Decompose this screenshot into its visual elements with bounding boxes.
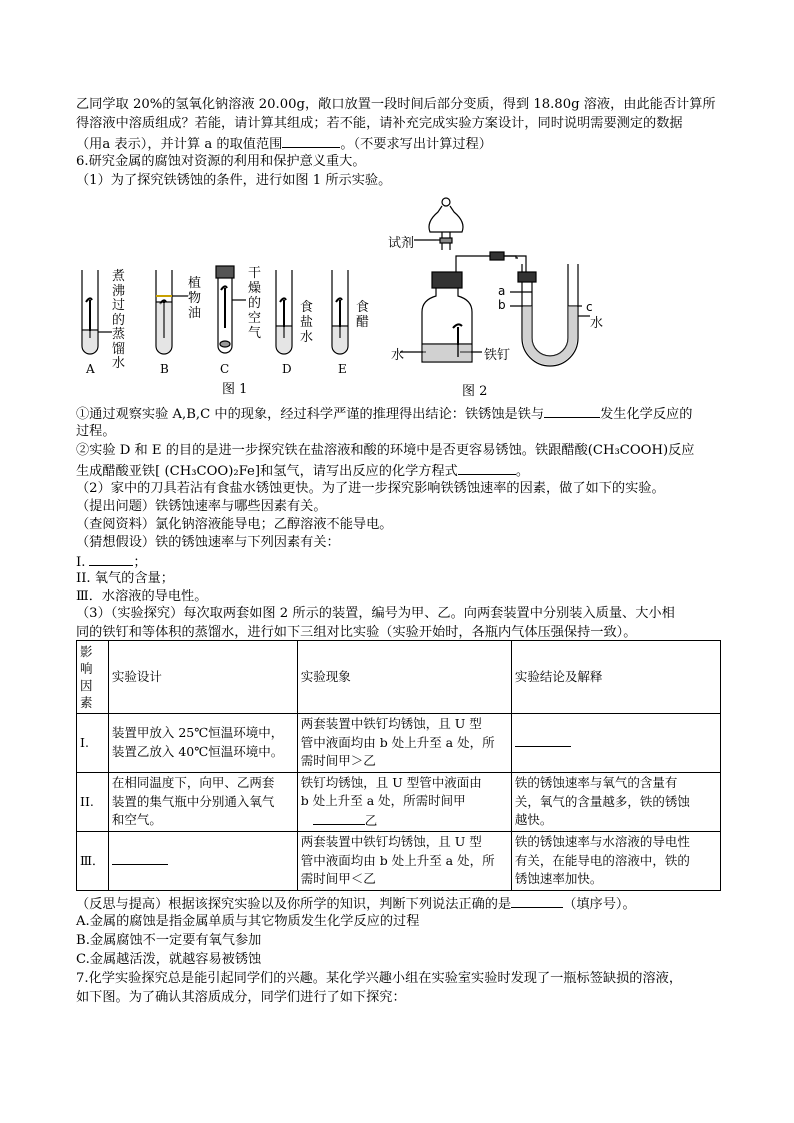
intro-line-1: 乙同学取 20%的氢氧化钠溶液 20.00g，敞口放置一段时间后部分变质，得到 18.80g 溶液，由此能否计算所 — [76, 97, 716, 112]
row3-phenomenon: 两套装置中铁钉均锈蚀，且 U 型 管中液面均由 b 处上升至 a 处，所 需时间甲＜乙 — [297, 832, 511, 891]
answer-blank-reflection[interactable] — [511, 894, 563, 908]
option-a: A.金属的腐蚀是指金属单质与其它物质发生化学反应的过程 — [76, 914, 420, 929]
option-c: C.金属越活泼，就越容易被锈蚀 — [76, 952, 262, 967]
table-row — [77, 832, 721, 891]
header-factor: 影响因素 — [77, 641, 109, 714]
fig2-label-reagent: 试剂 — [388, 236, 415, 251]
reflection-line: （反思与提高）根据该探究实验以及你所学的知识，判断下列说法正确的是 （填序号）。 — [76, 894, 726, 915]
fig2-label-water-left: 水 — [391, 348, 405, 363]
row3-conclusion: 铁的锈蚀速率与水溶液的导电性 有关，在能导电的溶液中，铁的 锈蚀速率加快。 — [511, 832, 720, 891]
q6-part3-line1: （3）（实验探究）每次取两套如图 2 所示的装置，编号为甲、乙。向两套装置中分别装入质量、大小相 — [76, 606, 675, 621]
row2-design: 在相同温度下，向甲、乙两套 装置的集气瓶中分别通入氧气 和空气。 — [108, 772, 297, 832]
intro-line-3b: 。（不要求写出计算过程） — [340, 137, 492, 152]
fig1-label-d: D — [282, 362, 292, 376]
fig1-label-c: C — [220, 362, 230, 376]
intro-line-3a: （用a 表示），并计算 a 的取值范围 — [76, 137, 283, 152]
fig2-label-a: a — [498, 284, 506, 298]
fig1-label-b: B — [160, 362, 169, 376]
consult-materials: （查阅资料）氯化钠溶液能导电；乙醇溶液不能导电。 — [76, 517, 393, 532]
row2-phenomenon: 铁钉均锈蚀，且 U 型管中液面由 b 处上升至 a 处，所需时间甲 乙 — [297, 772, 511, 832]
q6-part1: （1）为了探究铁锈蚀的条件，进行如图 1 所示实验。 — [76, 173, 392, 188]
row1-factor: I. — [77, 714, 109, 773]
fig1-caption: 图 1 — [222, 382, 248, 397]
answer-blank-a-range[interactable] — [282, 134, 340, 148]
row3-design — [108, 832, 297, 891]
fig1-annotation-d: 食盐水 — [300, 300, 314, 345]
fig1-annotation-e: 食醋 — [356, 300, 370, 330]
fig1-annotation-c: 干燥的空气 — [248, 266, 262, 341]
hypothesis-2: II. 氧气的含量； — [76, 571, 174, 586]
fig2-label-water-right: 水 — [590, 316, 604, 331]
option-b: B.金属腐蚀不一定要有氧气参加 — [76, 933, 262, 948]
answer-blank-equation[interactable] — [458, 461, 516, 475]
row1-design: 装置甲放入 25℃恒温环境中， 装置乙放入 40℃恒温环境中。 — [108, 714, 297, 773]
row1-phenomenon: 两套装置中铁钉均锈蚀，且 U 型 管中液面均由 b 处上升至 a 处，所 需时间甲＞乙 — [297, 714, 511, 773]
q6-title: 6.研究金属的腐蚀对资源的利用和保护意义重大。 — [76, 154, 366, 169]
answer-blank-rust-reactants[interactable] — [544, 404, 600, 418]
hypothesis: （猜想假设）铁的锈蚀速率与下列因素有关： — [76, 535, 340, 550]
table-row — [77, 772, 721, 832]
answer-blank-hypothesis-1[interactable] — [89, 552, 133, 566]
answer-blank-row2-time[interactable] — [313, 811, 365, 825]
table-header-row — [77, 641, 721, 714]
q6-part3-line2: 同的铁钉和等体积的蒸馏水，进行如下三组对比实验（实验开始时，各瓶内气体压强保持一致）。 — [76, 625, 637, 640]
intro-line-2: 得溶液中溶质组成？若能，请计算其组成；若不能，请补充完成实验方案设计，同时说明需要测定的数据 — [76, 116, 683, 131]
fig1-label-a: A — [86, 362, 95, 376]
row3-factor: Ⅲ． — [77, 832, 109, 891]
fig2-label-c: c — [586, 300, 593, 314]
q6-1-line2: 过程。 — [76, 424, 116, 439]
header-design: 实验设计 — [108, 641, 297, 714]
q6-2-line2: 生成醋酸亚铁[ (CH₃COO)₂Fe]和氢气，请写出反应的化学方程式 。 — [76, 461, 726, 482]
fig2-caption: 图 2 — [462, 384, 488, 399]
q7-line1: 7.化学实验探究总是能引起同学们的兴趣。某化学兴趣小组在实验室实验时发现了一瓶标签缺损的溶液， — [76, 971, 683, 986]
q6-part2: （2）家中的刀具若沾有食盐水锈蚀更快。为了进一步探究影响铁锈蚀速率的因素，做了如下的实验。 — [76, 481, 665, 496]
q7-line2: 如下图。为了确认其溶质成分，同学们进行了如下探究： — [76, 990, 406, 1005]
hypothesis-3: Ⅲ．水溶液的导电性。 — [76, 589, 208, 604]
fig1-annotation-a: 煮沸过的蒸馏水 — [112, 269, 126, 371]
table-row — [77, 714, 721, 773]
row2-conclusion: 铁的锈蚀速率与氧气的含量有 关，氧气的含量越多，铁的锈蚀 越快。 — [511, 772, 720, 832]
row1-conclusion — [511, 714, 720, 773]
hypothesis-1: I. ； — [76, 552, 726, 573]
header-phenomenon: 实验现象 — [297, 641, 511, 714]
fig2-label-nail: 铁钉 — [484, 348, 511, 363]
header-conclusion: 实验结论及解释 — [511, 641, 720, 714]
answer-blank-row1-conclusion[interactable] — [515, 733, 571, 747]
answer-blank-row3-design[interactable] — [112, 851, 168, 865]
fig1-label-e: E — [338, 362, 347, 376]
row2-factor: II. — [77, 772, 109, 832]
intro-line-3 — [76, 134, 726, 155]
fig1-annotation-b: 植物油 — [188, 276, 202, 321]
q6-1-line1: ①通过观察实验 A,B,C 中的现象，经过科学严谨的推理得出结论：铁锈蚀是铁与 发生化学反应的 — [76, 404, 726, 425]
experiment-table — [76, 640, 721, 891]
fig2-label-b: b — [498, 298, 506, 312]
raise-question: （提出问题）铁锈蚀速率与哪些因素有关。 — [76, 499, 327, 514]
q6-2-line1: ②实验 D 和 E 的目的是进一步探究铁在盐溶液和酸的环境中是否更容易锈蚀。铁跟醋酸(CH₃COOH)反应 — [76, 443, 695, 458]
